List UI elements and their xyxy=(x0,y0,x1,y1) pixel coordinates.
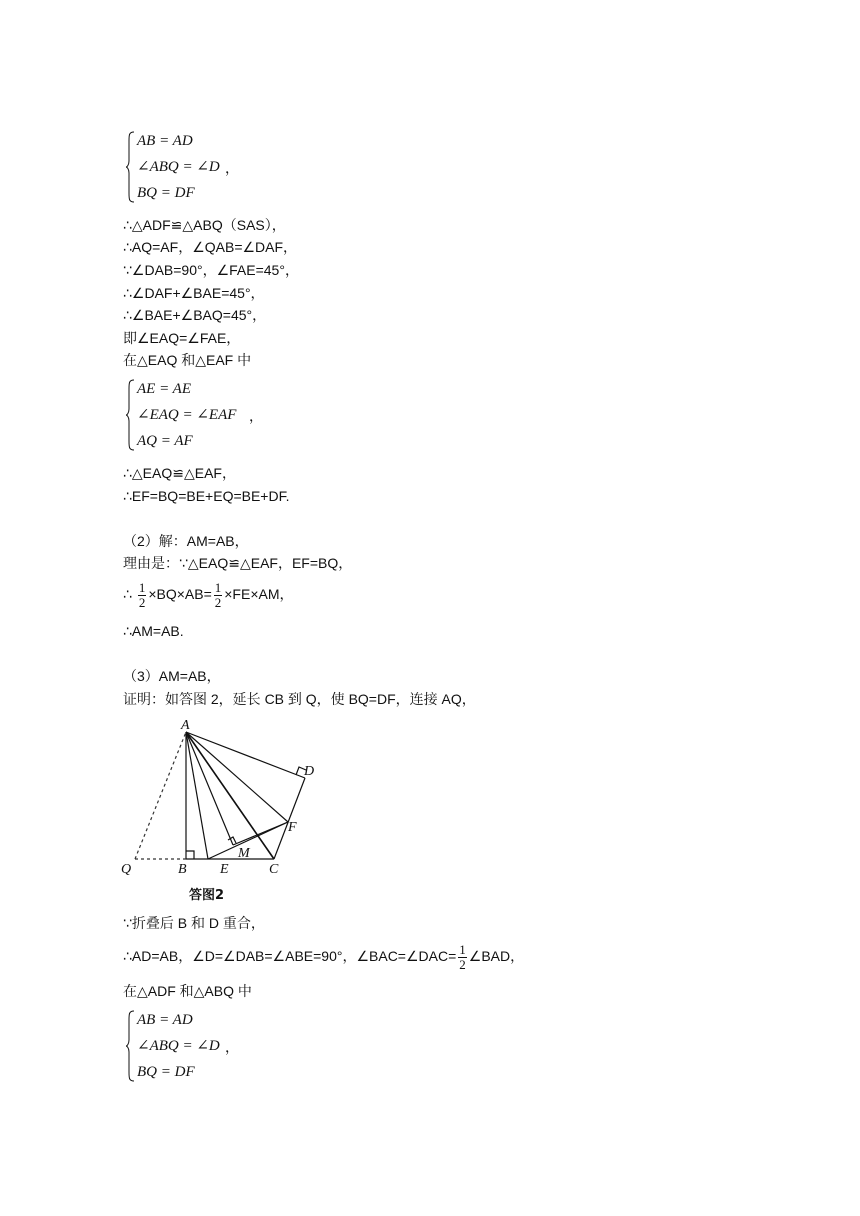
proof-line: 在△EAQ 和△EAF 中 xyxy=(123,352,252,368)
brace-icon xyxy=(125,379,135,451)
proof-line: ∴EF=BQ=BE+EQ=BE+DF. xyxy=(123,488,290,504)
fraction xyxy=(138,581,147,610)
equation-system-1 xyxy=(125,131,265,203)
figure-caption: 答图2 xyxy=(189,888,225,903)
proof-line: 证明：如答图 2，延长 CB 到 Q，使 BQ=DF，连接 AQ， xyxy=(123,691,476,707)
proof-line: 理由是：∵△EAQ≌△EAF，EF=BQ， xyxy=(123,555,353,571)
equation-tail: ， xyxy=(249,408,263,424)
proof-line: ∴AQ=AF，∠QAB=∠DAF， xyxy=(123,239,298,255)
equation-row: ∠ABQ = ∠D xyxy=(137,1038,220,1054)
equation-tail: ， xyxy=(225,1039,239,1055)
fraction-numerator: 1 xyxy=(214,579,222,595)
proof-line: ∵折叠后 B 和 D 重合， xyxy=(123,915,265,931)
proof-line: ∴∠BAE+∠BAQ=45°， xyxy=(123,307,267,323)
proof-line: 即∠EAQ=∠FAE， xyxy=(123,330,241,346)
equation-row: BQ = DF xyxy=(137,185,195,201)
equation-row: ∠EAQ = ∠EAF xyxy=(137,407,237,423)
equation-part: ∠BAD， xyxy=(468,948,525,964)
fraction-equation xyxy=(123,576,294,612)
equation-part: ∴AD=AB，∠D=∠DAB=∠ABE=90°，∠BAC=∠DAC= xyxy=(123,948,457,964)
equation-system-2 xyxy=(125,379,285,451)
proof-line: ∴∠DAF+∠BAE=45°， xyxy=(123,285,265,301)
geometry-figure xyxy=(115,715,345,910)
fraction-numerator: 1 xyxy=(459,941,466,957)
label-M: M xyxy=(238,846,250,861)
equation-part: ×BQ×AB= xyxy=(148,586,212,602)
proof-line: ∴AM=AB. xyxy=(123,623,184,639)
equation-row: AB = AD xyxy=(137,133,193,149)
equation-row: BQ = DF xyxy=(137,1064,195,1080)
brace-icon xyxy=(125,131,135,203)
equation-row: AQ = AF xyxy=(137,433,193,449)
label-A: A xyxy=(181,718,190,733)
therefore-symbol: ∴ xyxy=(123,586,132,602)
equation-row: AE = AE xyxy=(137,381,192,397)
fraction xyxy=(458,943,467,972)
label-E: E xyxy=(220,862,229,877)
equation-part: ×FE×AM， xyxy=(224,586,294,602)
equation-system-3 xyxy=(125,1010,265,1082)
proof-line: ∵∠DAB=90°，∠FAE=45°， xyxy=(123,262,299,278)
part3-heading: （3）AM=AB， xyxy=(123,668,221,684)
label-F: F xyxy=(288,820,297,835)
fraction-denominator: 2 xyxy=(459,956,466,972)
fraction-equation xyxy=(123,938,524,974)
equation-row: ∠ABQ = ∠D xyxy=(137,159,220,175)
part2-heading: （2）解：AM=AB， xyxy=(123,533,249,549)
equation-tail: ， xyxy=(225,160,239,176)
equation-row: AB = AD xyxy=(137,1012,193,1028)
brace-icon xyxy=(125,1010,135,1082)
fraction-numerator: 1 xyxy=(138,579,146,595)
label-C: C xyxy=(269,862,279,877)
proof-line: ∴△ADF≌△ABQ（SAS）， xyxy=(123,217,286,233)
fraction xyxy=(214,581,223,610)
proof-line: ∴△EAQ≌△EAF， xyxy=(123,465,236,481)
proof-line: 在△ADF 和△ABQ 中 xyxy=(123,983,252,999)
fraction-denominator: 2 xyxy=(138,594,146,610)
label-Q: Q xyxy=(121,862,132,877)
fraction-denominator: 2 xyxy=(214,594,222,610)
label-B: B xyxy=(178,862,187,877)
label-D: D xyxy=(304,764,315,779)
